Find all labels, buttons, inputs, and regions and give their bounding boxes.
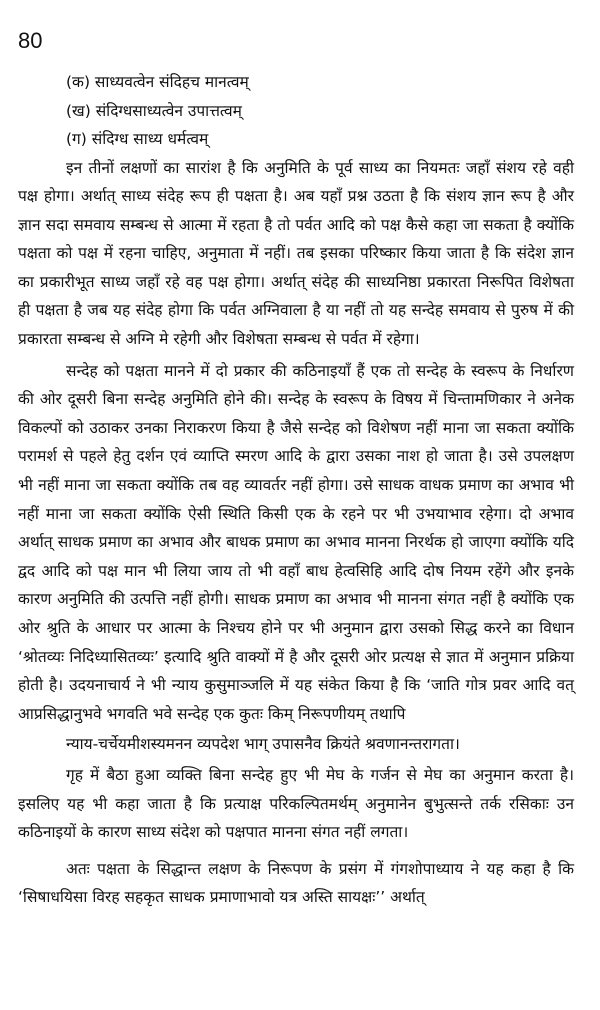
page-number: 80 (18, 28, 43, 53)
clause-kha: (ख) संदिग्धसाध्यत्वेन उपात्तत्वम् (66, 101, 242, 120)
paragraph-summary: इन तीनों लक्षणों का सारांश है कि अनुमिति के पूर्व साध्य का नियमतः जहाँ संशय रहे वही पक्ष होगा। अर्थात् साध्य संदेह रूप ही पक्षता है। अब यहाँ प्रश्न उठता है कि संशय ज्ञान रूप है और ज्ञान सदा समवाय सम्बन्ध से आत्मा में रहता है तो पर्वत आदि को पक्ष कैसे कहा जा सकता है क्योंकि पक्षता को पक्ष में रहना चाहिए, अनुमाता में नहीं। तब इसका परिष्कार किया जाता है कि संदेश ज्ञान का प्रकारीभूत साध्य जहाँ रहे वह पक्ष होगा। अर्थात् संदेह की साध्यनिष्ठा प्रकारता निरूपित विशेषता ही पक्षता है जब यह संदेह होगा कि पर्वत अग्निवाला है या नहीं तो यह सन्देह समवाय से पुरुष में की प्रकारता सम्बन्ध से अग्नि मे रहेगी और विशेषता सम्बन्ध से पर्वत में रहेगा। (18, 158, 574, 349)
sanskrit-quote: न्याय-चर्चेयमीशस्यमनन व्यपदेश भाग् उपासनैव क्रियंते श्रवणानन्तरागता। (66, 735, 460, 754)
paragraph-difficulties: सन्देह को पक्षता मानने में दो प्रकार की कठिनाइयाँ हैं एक तो सन्देह के स्वरूप के निर्धारण की ओर दूसरी बिना सन्देह अनुमिति होने की। सन्देह के स्वरूप के विषय में चिन्तामणिकार ने अनेक विकल्पों को उठाकर उनका निराकरण किया है जैसे सन्देह को विशेषण नहीं माना जा सकता क्योंकि परामर्श से पहले हेतु दर्शन एवं व्याप्ति स्मरण आदि के द्वारा उसका नाश हो जाता है। उसे उपलक्षण भी नहीं माना जा सकता क्योंकि तब वह व्यावर्तर नहीं होगा। उसे साधक वाधक प्रमाण का अभाव भी नहीं माना जा सकता क्योंकि ऐसी स्थिति किसी एक के रहने पर भी उभयाभाव रहेगा। दो अभाव अर्थात् साधक प्रमाण का अभाव और बाधक प्रमाण का अभाव मानना निरर्थक हो जाएगा क्योंकि यदि द्वद आदि को पक्ष मान भी लिया जाय तो भी वहाँ बाध हेत्वसिहि आदि दोष नियम रहेंगे और इनके कारण अनुमिति की उत्पत्ति नहीं होगी। साधक प्रमाण का अभाव भी मानना संगत नहीं है क्योंकि एक ओर श्रुति के आधार पर आत्मा के निश्चय होने पर भी अनुमान द्वारा उसको सिद्ध करने का विधान ‘श्रोतव्यः निदिध्यासितव्यः’ इत्यादि श्रुति वाक्यों में है और दूसरी ओर प्रत्यक्ष से ज्ञात में अनुमान प्रक्रिया होती है। उदयनाचार्य ने भी न्याय कुसुमाञ्जलि में यह संकेत किया है कि ‘जाति गोत्र प्रवर आदि वत् आप्रसिद्धानुभवे भगवति भवे सन्देह एक कुतः किम् निरूपणीयम् तथापि (18, 361, 574, 723)
paragraph-cloud-inference: गृह में बैठा हुआ व्यक्ति बिना सन्देह हुए भी मेघ के गर्जन से मेघ का अनुमान करता है। इसलिए यह भी कहा जाता है कि प्रत्याक्ष परिकल्पितमर्थम् अनुमानेन बुभुत्सन्ते तर्क रसिकाः उन कठिनाइयों के कारण साध्य संदेश को पक्षपात मानना संगत नहीं लगता। (18, 765, 574, 842)
clause-ka: (क) साध्यवत्वेन संदिहच मानत्वम् (66, 73, 249, 91)
clause-ga: (ग) संदिग्ध साध्य धर्मत्वम् (66, 130, 209, 148)
page-body (18, 68, 574, 912)
paragraph-definition: अतः पक्षता के सिद्धान्त लक्षण के निरूपण के प्रसंग में गंगशोपाध्याय ने यह कहा है कि ‘सिषाधयिसा विरह सहकृत साधक प्रमाणाभावो यत्र अस्ति सायक्षः’’ अर्थात् (18, 859, 574, 907)
